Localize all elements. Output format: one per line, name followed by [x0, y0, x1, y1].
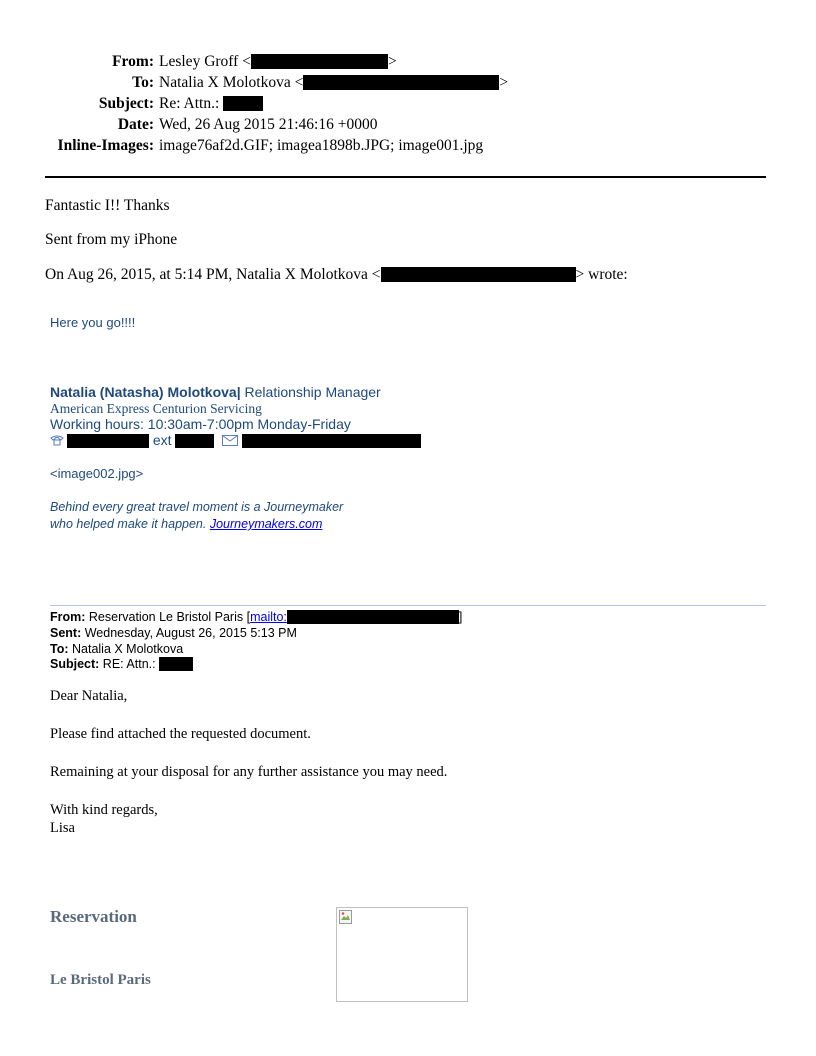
header-to-close: >	[499, 74, 509, 91]
signature-company: American Express Centurion Servicing	[50, 401, 262, 416]
reply-line-1: Fantastic I!! Thanks	[45, 197, 170, 214]
forward-to-row	[50, 641, 183, 657]
header-to-value: Natalia X Molotkova <	[159, 74, 304, 91]
forward-from-label: From:	[50, 610, 86, 624]
image-placeholder: <image002.jpg>	[50, 466, 144, 481]
tagline-line-2	[50, 517, 322, 531]
forward-sent-row	[50, 625, 297, 641]
redacted-block	[381, 267, 576, 282]
forward-subject-row	[50, 656, 193, 672]
broken-image-icon	[339, 910, 353, 924]
letter-paragraph-1: Please find attached the requested document.	[50, 726, 311, 742]
signature-contact-line	[50, 432, 421, 448]
forward-to-label: To:	[50, 642, 69, 656]
quote-attribution-suffix: > wrote:	[575, 266, 628, 283]
header-from-row	[0, 52, 816, 72]
reservation-heading: Reservation	[50, 907, 137, 926]
redacted-block	[287, 610, 459, 624]
reply-line-2: Sent from my iPhone	[45, 231, 178, 248]
envelope-icon	[222, 433, 238, 444]
signature-ext-label: ext	[152, 432, 172, 448]
redacted-block	[67, 434, 149, 448]
redacted-block	[303, 75, 499, 90]
letter-signer: Lisa	[50, 820, 75, 836]
header-from-value: Lesley Groff <	[159, 53, 251, 70]
header-to-row	[0, 73, 816, 93]
letter-salutation: Dear Natalia,	[50, 688, 128, 704]
signature-name: Natalia (Natasha) Molotkova|	[50, 384, 241, 400]
forward-sent-value: Wednesday, August 26, 2015 5:13 PM	[81, 626, 297, 640]
header-inline-images-label: Inline-Images:	[57, 137, 154, 154]
redacted-block	[175, 434, 214, 448]
redacted-block	[159, 657, 193, 671]
signature-name-line	[50, 384, 381, 400]
header-date-row	[0, 115, 816, 135]
header-inline-images-value: image76af2d.GIF; imagea1898b.JPG; image001.jpg	[159, 137, 484, 154]
phone-icon	[50, 433, 64, 445]
header-date-label: Date:	[117, 116, 154, 133]
header-from-close: >	[387, 53, 397, 70]
forward-from-value: Reservation Le Bristol Paris [	[85, 610, 251, 624]
header-date-value: Wed, 26 Aug 2015 21:46:16 +0000	[159, 116, 378, 133]
letter-closing: With kind regards,	[50, 802, 158, 818]
quote-attribution	[45, 266, 628, 284]
forward-mailto-link[interactable]: mailto:	[250, 610, 287, 624]
signature-title: Relationship Manager	[240, 384, 381, 400]
header-inline-images-row	[0, 136, 816, 156]
redacted-block	[242, 434, 421, 448]
forward-from-close: ]	[458, 610, 463, 624]
quote-attribution-prefix: On Aug 26, 2015, at 5:14 PM, Natalia X Molotkova <	[45, 266, 381, 283]
journeymakers-link[interactable]: Journeymakers.com	[209, 517, 323, 531]
header-subject-value: Re: Attn.:	[159, 95, 220, 112]
header-subject-row	[0, 94, 816, 114]
header-to-label: To:	[132, 74, 154, 91]
redacted-block	[223, 96, 263, 111]
forward-subject-value: RE: Attn.:	[99, 657, 156, 671]
broken-image-frame	[336, 907, 468, 1002]
header-from-label: From:	[112, 53, 154, 70]
header-divider	[45, 176, 766, 178]
signature-hours: Working hours: 10:30am-7:00pm Monday-Friday	[50, 416, 351, 432]
forward-to-value: Natalia X Molotkova	[68, 642, 184, 656]
redacted-block	[251, 54, 388, 69]
forward-divider	[50, 605, 766, 606]
letter-paragraph-2: Remaining at your disposal for any further assistance you may need.	[50, 764, 448, 780]
quoted-greeting: Here you go!!!!	[50, 315, 136, 330]
tagline-line-1: Behind every great travel moment is a Journeymaker	[50, 500, 344, 514]
tagline-prefix: who helped make it happen.	[50, 517, 210, 531]
forward-sent-label: Sent:	[50, 626, 82, 640]
forward-subject-label: Subject:	[50, 657, 100, 671]
forward-from-row	[50, 609, 462, 625]
header-subject-label: Subject:	[98, 95, 154, 112]
hotel-heading: Le Bristol Paris	[50, 972, 151, 988]
